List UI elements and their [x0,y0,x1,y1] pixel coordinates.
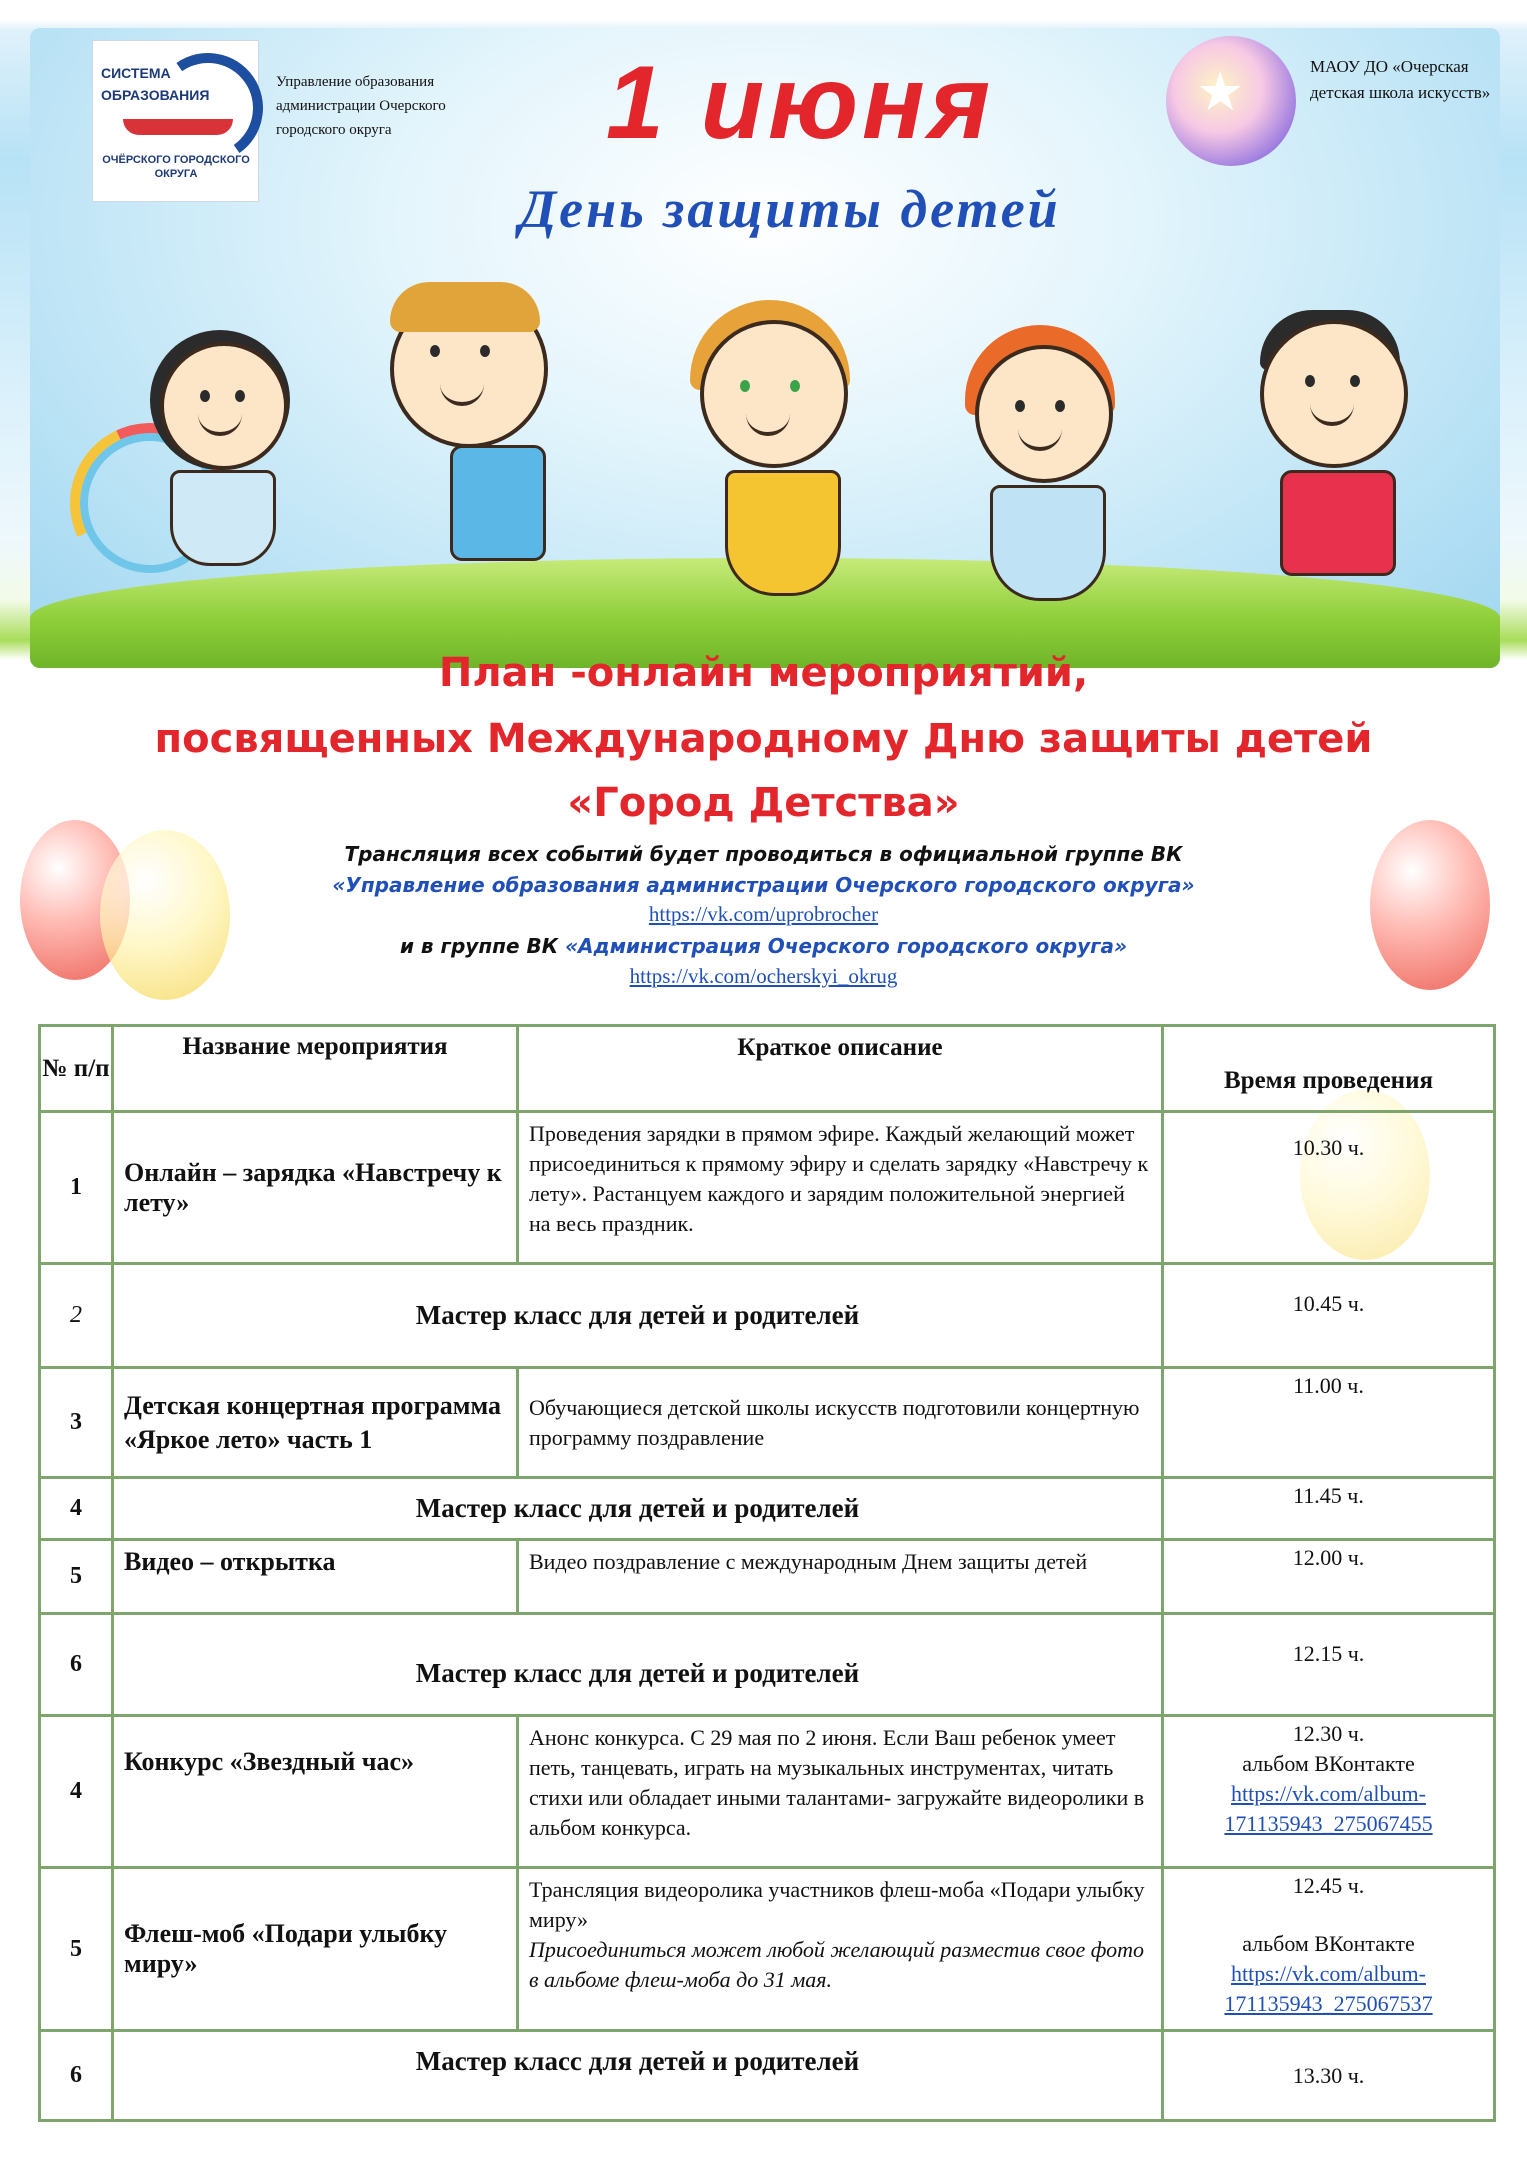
plan-title-line-2: посвященных Международному Дню защиты детей [154,716,1373,762]
vk-album-link-flashmob[interactable]: https://vk.com/album-171135943_275067537 [1224,1961,1433,2016]
child-illustration [1210,300,1440,640]
vk-link-education[interactable]: https://vk.com/uprobrocher [648,902,879,926]
table-row: 2 Мастер класс для детей и родителей 10.45 ч. [40,1264,1495,1368]
plan-title-line-3: «Город Детства» [567,780,960,826]
header-desc: Краткое описание [518,1026,1163,1112]
table-row: 1 Онлайн – зарядка «Навстречу к лету» Проведения зарядки в прямом эфире. Каждый желающий может присоединиться к прямому эфиру и сделать зарядку «Навстречу к лету». Растанцуем каждого и зарядим положительной энергией на весь праздник. 10.30 ч. [40,1112,1495,1264]
star-icon: ★ [1196,62,1245,122]
department-name: Управление образования администрации Очерского городского округа [276,74,446,138]
broadcast-admin: и в группе ВК «Администрация Очерского городского округа» [399,934,1128,958]
vk-link-administration[interactable]: https://vk.com/ocherskyi_okrug [629,964,898,988]
table-row: 5 Видео – открытка Видео поздравление с международным Днем защиты детей 12.00 ч. [40,1540,1495,1614]
header-time: Время проведения [1163,1026,1495,1112]
broadcast-note: Трансляция всех событий будет проводиться в официальной группе ВК [344,842,1183,866]
child-illustration [120,320,330,620]
art-school-logo [1166,36,1296,166]
table-row: 4 Конкурс «Звездный час» Анонс конкурса. С 29 мая по 2 июня. Если Ваш ребенок умеет петь, танцевать, играть на музыкальных инструментах, читать стихи или обладает иными талантами- загружайте видеоролики в альбом конкурса. 12.30 ч. альбом ВКонтакте https://vk.com/album-171135943_275067455 [40,1716,1495,1868]
table-row: 5 Флеш-моб «Подари улыбку миру» Трансляция видеоролика участников флеш-моба «Подари улыбку миру» Присоединиться может любой желающий разместив свое фото в альбоме флеш-моба до 31 мая. 12.45 ч. альбом ВКонтакте https://vk.com/album-171135943_275067537 [40,1868,1495,2031]
table-row: 3 Детская концертная программа «Яркое лето» часть 1 Обучающиеся детской школы искусств подготовили концертную программу поздравление 11.00 ч. [40,1368,1495,1478]
holiday-name: День защиты детей [519,179,1061,239]
header-num: № п/п [40,1026,113,1112]
school-name: МАОУ ДО «Очерская детская школа искусств» [1310,57,1491,102]
table-row: 6 Мастер класс для детей и родителей 12.15 ч. [40,1614,1495,1716]
child-illustration [370,280,590,610]
table-row: 6 Мастер класс для детей и родителей 13.30 ч. [40,2031,1495,2121]
plan-title-line-1: План -онлайн мероприятий, [438,650,1089,696]
education-system-logo: СИСТЕМА ОБРАЗОВАНИЯ ОЧЁРСКОГО ГОРОДСКОГО ОКРУГА [92,40,259,202]
child-illustration [950,320,1170,640]
broadcast-group: «Управление образования администрации Очерского городского округа» [332,873,1195,897]
child-illustration [680,300,910,630]
table-row: 4 Мастер класс для детей и родителей 11.45 ч. [40,1478,1495,1540]
table-header-row [40,1026,1495,1112]
vk-album-link-contest[interactable]: https://vk.com/album-171135943_275067455 [1224,1781,1433,1836]
header-name: Название мероприятия [113,1026,518,1112]
event-date: 1 июня [605,45,995,161]
schedule-table [38,1024,1496,2122]
